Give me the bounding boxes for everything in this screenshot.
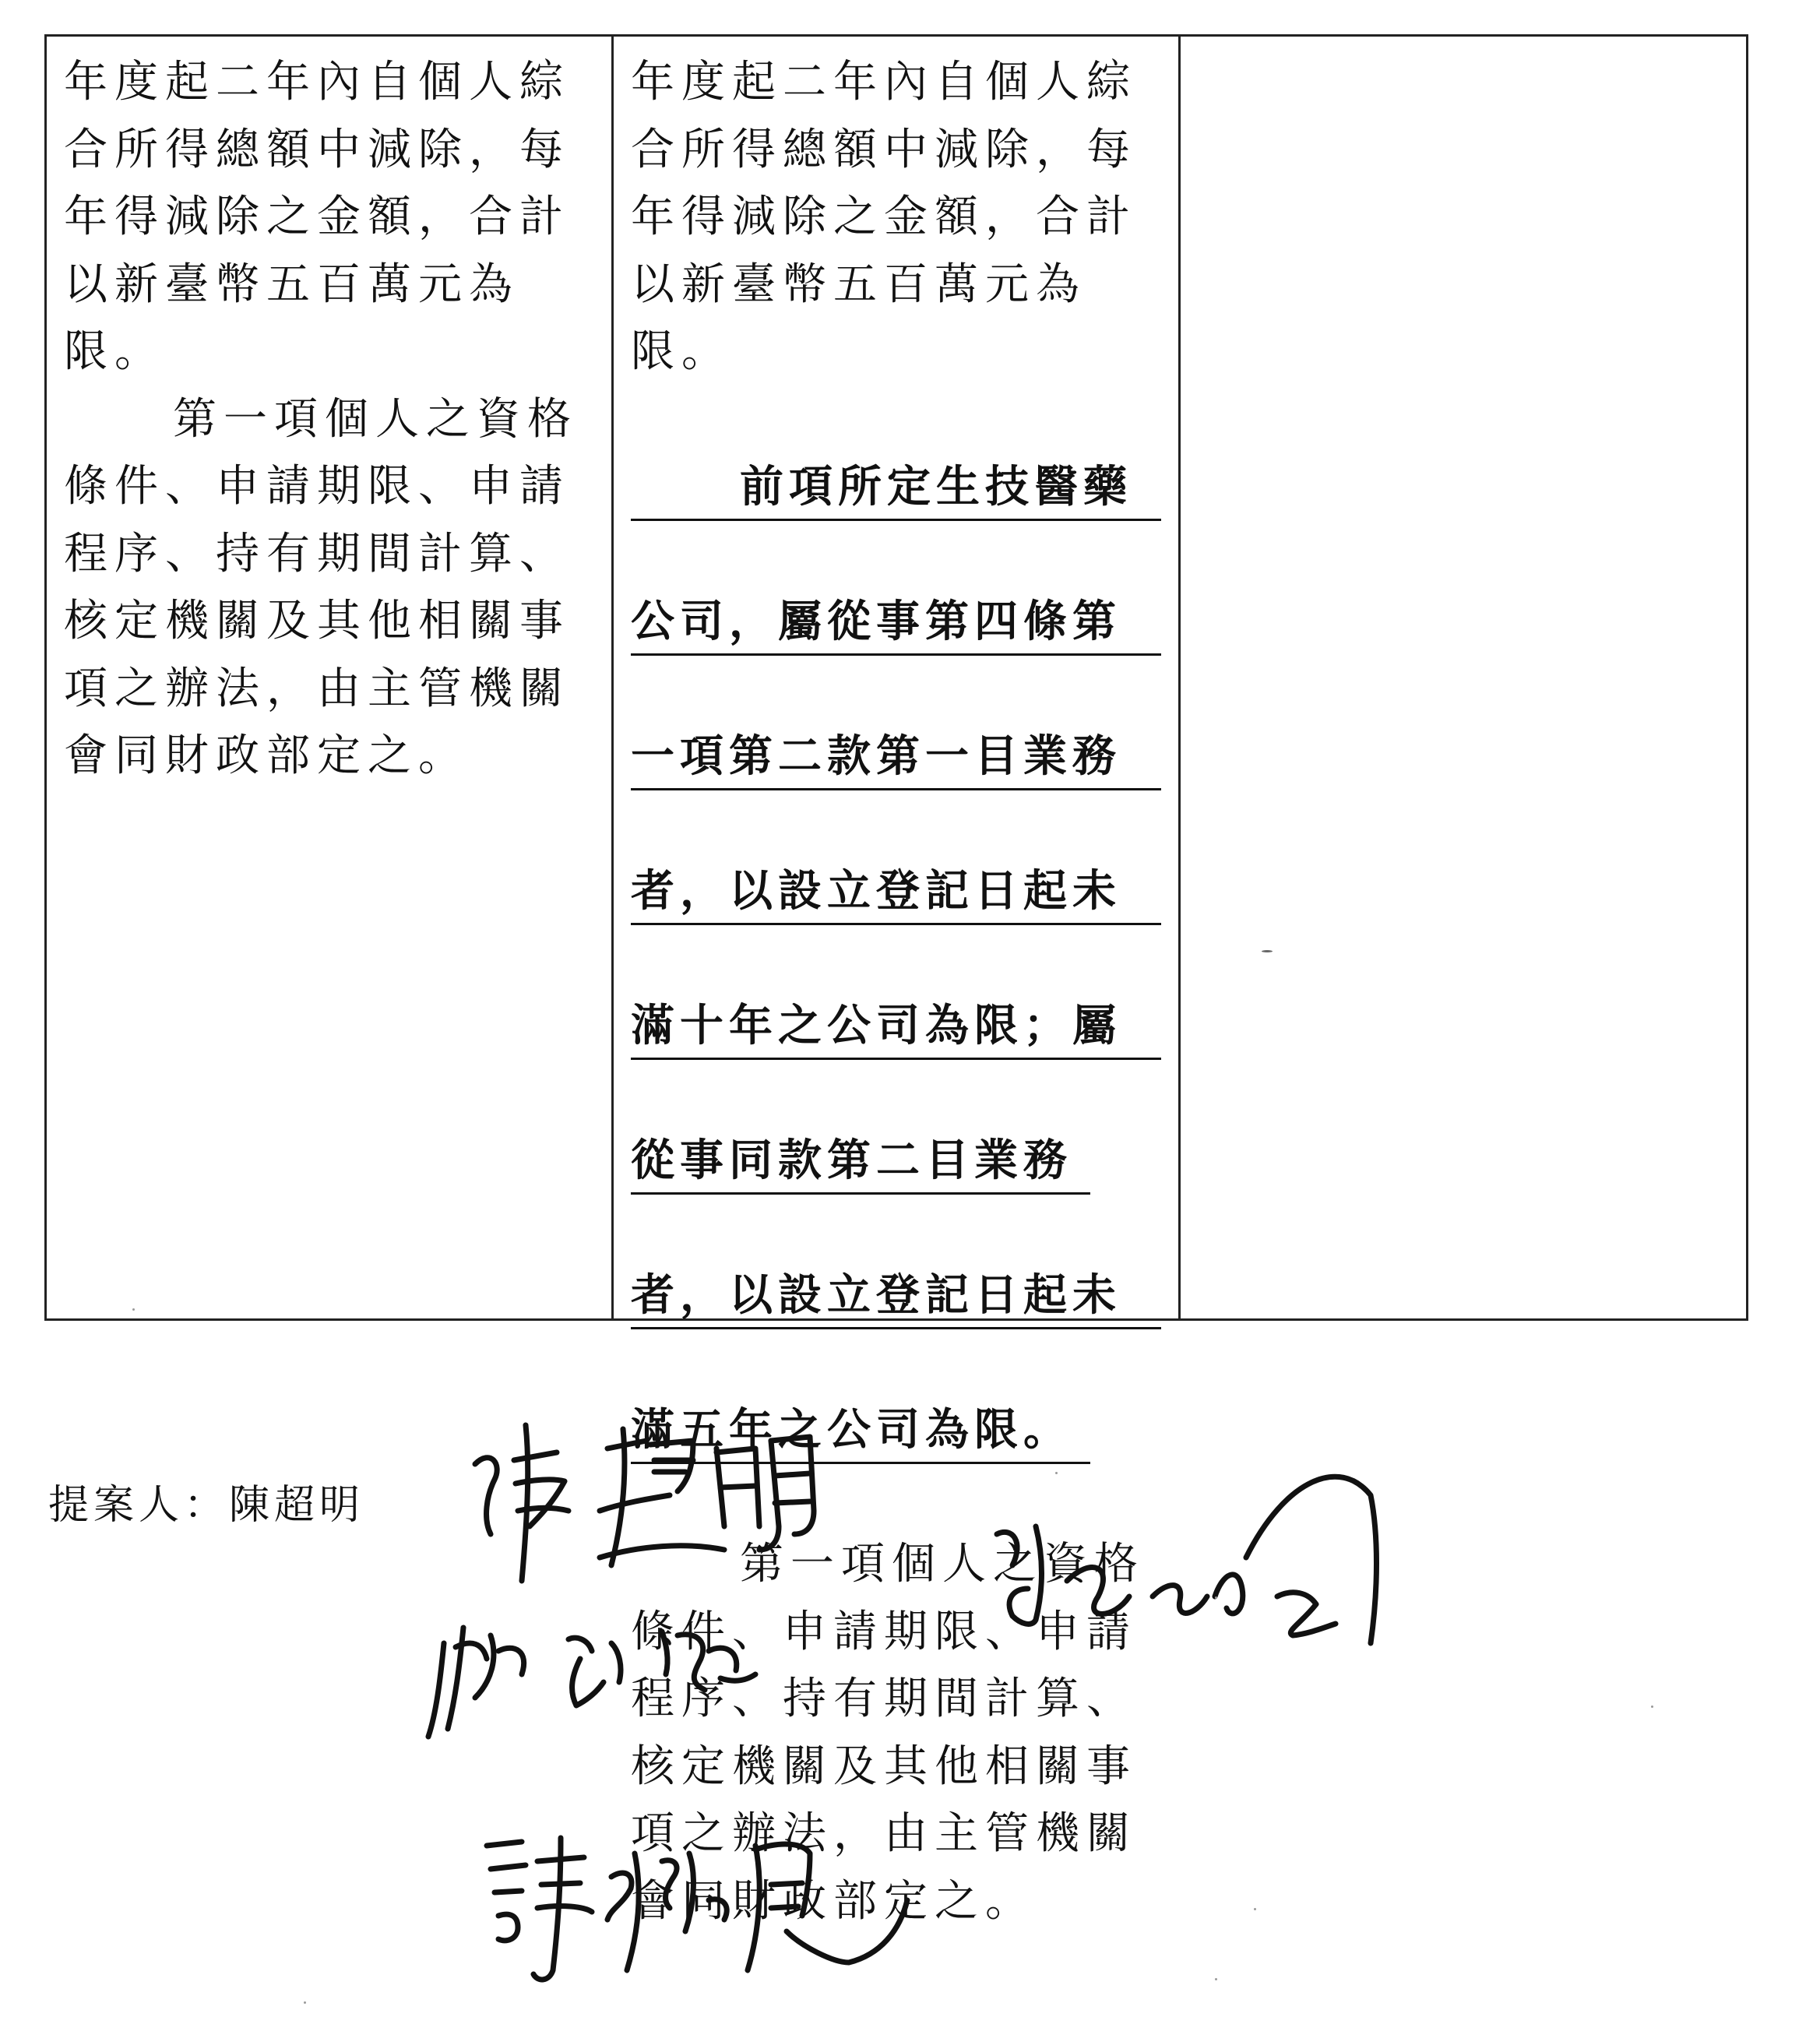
amendment-line: 一項第二款第一目業務	[631, 723, 1161, 790]
signature-4	[475, 1815, 911, 1994]
scan-mark	[304, 2001, 306, 2004]
table-column-notes	[1181, 37, 1746, 1318]
amendment-line: 者，以設立登記日起未	[631, 1262, 1161, 1329]
signature-2	[413, 1604, 818, 1744]
paragraph-regulations: 第一項個人之資格 條件、申請期限、申請 程序、持有期間計算、 核定機關及其他相關事 項之辦法，由主管機關 會同財政部定之。	[631, 1539, 1145, 1927]
signature-chen-chao-ming	[459, 1417, 833, 1596]
signature-3	[989, 1464, 1394, 1713]
amendment-line: 前項所定生技醫藥	[631, 453, 1161, 521]
paragraph-amendment	[631, 386, 1161, 1532]
paragraph-deduction: 年度起二年內自個人綜 合所得總額中減除，每 年得減除之金額，合計 以新臺幣五百萬元為 限。	[631, 57, 1137, 377]
scan-mark	[1215, 1596, 1217, 1599]
scan-mark	[1055, 1472, 1058, 1474]
scan-mark	[1254, 1908, 1256, 1910]
scan-mark	[1651, 1705, 1653, 1708]
paragraph-deduction: 年度起二年內自個人綜 合所得總額中減除，每 年得減除之金額，合計 以新臺幣五百萬元為 限。	[64, 57, 570, 377]
paragraph-regulations: 第一項個人之資格 條件、申請期限、申請 程序、持有期間計算、 核定機關及其他相關事 項之辦法，由主管機關 會同財政部定之。	[64, 393, 578, 781]
amendment-line: 滿十年之公司為限；屬	[631, 992, 1161, 1060]
amendment-line: 公司，屬從事第四條第	[631, 588, 1161, 656]
amendment-line: 從事同款第二目業務	[631, 1127, 1090, 1195]
amendment-line: 者，以設立登記日起未	[631, 857, 1161, 925]
scan-mark	[1262, 950, 1273, 952]
proposer-label: 提案人：陳超明	[48, 1482, 365, 1529]
table-column-amended	[614, 37, 1181, 1927]
scan-mark	[1215, 1978, 1217, 1980]
table-column-original	[47, 37, 614, 1318]
scan-mark	[132, 1308, 135, 1311]
amendment-line: 滿五年之公司為限。	[631, 1396, 1090, 1464]
